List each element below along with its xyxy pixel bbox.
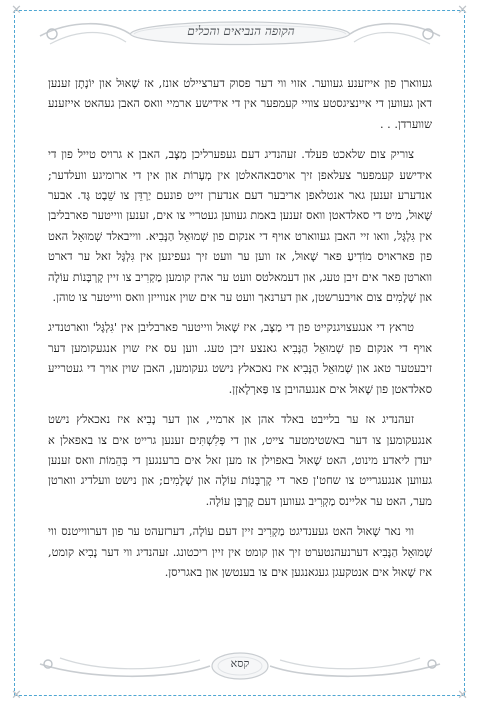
paragraph: ווי נאר שָׁאוּל האט געענדיגט מַקְרִיב זיין דעם עוֹלָה, דערזעהט ער פון דערווייטנס ווי שְׁמוּאֵל הַנָּבִיא דערנעהנטערט זיך און קומט אין זיין ריכטונג. זעהנדיג ווי דער נָבִיא קומט, איז שָׁאוּל אים אנטקעגן געגאנגען אים צו בענטשן און באגריסן.: [48, 525, 432, 579]
paragraph: טראץ די אנגעצויגנקייט פון די מַצָּב, איז שָׁאוּל ווייטער פארבליבן אין 'גִּלְגָּל' ווארטנדיג אויף די אנקום פון שְׁמוּאֵל הַנָּבִיא גאנצע זיבן טעג. ווען עס איז שוין אנגעקומען דער זיבעטער טאג און שְׁמוּאֵל הַנָּבִיא איז נאכאלץ נישט געקומען, האבן שוין אויך די געטרייע סאלדאטן פון שָׁאוּל אים אנגעהויבן צו פַּארְלָאזְן.: [48, 321, 432, 396]
paragraph: צוריק צום שלאכט פעלד. זעהנדיג דעם געפערליכן מַצָּב, האבן א גרויס טייל פון די אידישע קעמפער צעלאפן זיך אויסבאהאלטן אין מְעָרוֹת און אין די ארומיגע וועלדער; אנדערע זענען גאר אנטלאפן אריבער דעם אנדערן זייט פונעם יַרְדֵּן צו שֵׁבֶט גָּד. אבער שָׁאוּל, מיט די סאלדאטן וואס זענען באמת געווען געטריי צו אים, זענען ווייטער פארבליבן אין גִּלְגָּל, וואו זיי האבן געווארט אויף די אנקום פון שְׁמוּאֵל הַנָּבִיא. ווייבאלד שְׁמוּאֵל האט פון פאראויס מוֹדִיעַ פאר שָׁאוּל, אז ווען ער וועט זיך געפינען אין גִּלְגָּל זאל ער דארט ווארטן פאר אים זיבן טעג, און דעמאלטס וועט ער אהין קומען מַקְרִיב צו זיין קָרְבָּנוֹת עוֹלָה און שְׁלָמִים צום אויבערשטן, און דערנאך וועט ער אים שוין אנווייזן וואס ווייטער צו טוהן.: [48, 148, 432, 305]
corner-ornament-icon: ✕: [457, 688, 468, 703]
paragraph: זעהנדיג אז ער בלייבט באלד אהן אן ארמיי, און דער נָבִיא איז נאכאלץ נישט אנגעקומען צו דער באשטימטער צייט, און די פְּלִשְׁתִּים זענען גרייט אים צו באפאלן א יעדן ליאדע מינוט, האט שָׁאוּל באפוילן אז מען זאל אים ברענגען די בְּהֵמוֹת וואס זענען געווען אנגעגרייט צו שחט'ן פאר די קָרְבָּנוֹת עוֹלָה און שְׁלָמִים; און נישט וועלדיג ווארטן מער, האט ער אליינס מַקְרִיב געווען דעם קָרְבַּן עוֹלָה.: [48, 413, 432, 508]
corner-ornament-icon: ✕: [11, 3, 22, 18]
corner-ornament-icon: ✕: [11, 688, 22, 703]
running-title: הקופה הנביאים והכלים: [187, 24, 295, 38]
paragraph: געווארן פון אייזענע געווער. אזוי ווי דער פסוק דערציילט אונז, אז שָׁאוּל און יוֹנָתָן זענען דאן געווען די איינציגסטע צוויי קעמפער אין די אידישע ארמיי וואס האבן געהאט אייזענע שווערדן. . .: [48, 77, 432, 131]
page-number: קסא: [230, 657, 250, 670]
corner-ornament-icon: ✕: [457, 3, 468, 18]
main-text: [48, 74, 432, 644]
